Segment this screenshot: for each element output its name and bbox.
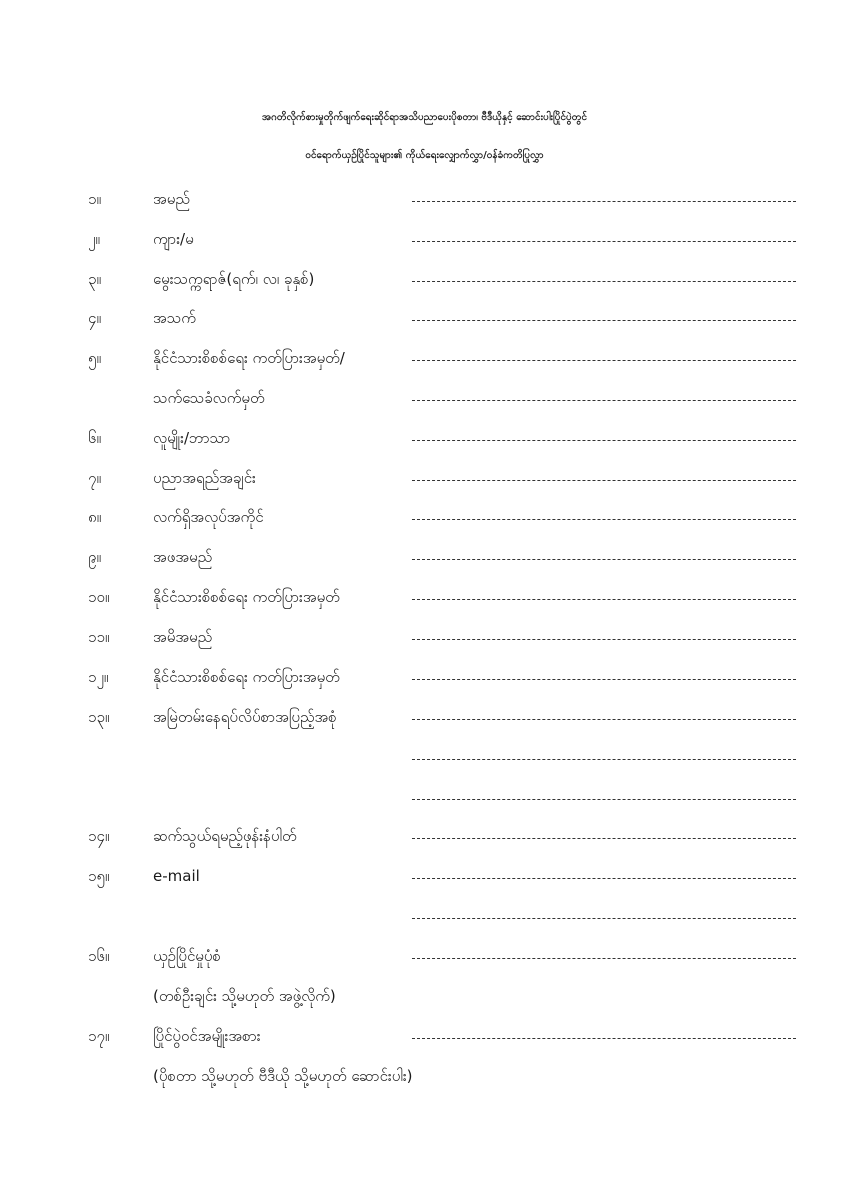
fill-in-line[interactable] bbox=[412, 241, 796, 242]
field-row-gender bbox=[0, 227, 849, 253]
field-note: (ပိုစတာ သို့မဟုတ် ဗီဒီယို သို့မဟုတ် ဆောင်းပါး) bbox=[153, 1067, 413, 1085]
fill-in-line[interactable] bbox=[412, 799, 796, 800]
fill-in-line[interactable] bbox=[412, 480, 796, 481]
fill-in-line[interactable] bbox=[412, 440, 796, 441]
field-row-father-name bbox=[0, 545, 849, 571]
field-number: ၁၂။ bbox=[88, 668, 109, 686]
fill-in-line[interactable] bbox=[412, 400, 796, 401]
field-number: ၁။ bbox=[88, 190, 101, 208]
field-label: ပြိုင်ပွဲဝင်အမျိုးအစား bbox=[153, 1027, 261, 1045]
field-row-nrc-continued bbox=[0, 386, 849, 412]
field-row-occupation bbox=[0, 505, 849, 531]
fill-in-line[interactable] bbox=[412, 878, 796, 879]
field-row-address-line-3 bbox=[0, 785, 849, 811]
field-row-email-line-2 bbox=[0, 904, 849, 930]
field-row-name bbox=[0, 187, 849, 213]
fill-in-line[interactable] bbox=[412, 559, 796, 560]
field-label: အမြဲတမ်းနေရပ်လိပ်စာအပြည့်အစုံ bbox=[153, 708, 337, 726]
field-number: ၁၃။ bbox=[88, 708, 110, 726]
fill-in-line[interactable] bbox=[412, 838, 796, 839]
field-label: ပညာအရည်အချင်း bbox=[153, 469, 256, 487]
field-row-age bbox=[0, 306, 849, 332]
field-number: ၄။ bbox=[88, 309, 101, 327]
fill-in-line[interactable] bbox=[412, 679, 796, 680]
field-label: နိုင်ငံသားစိစစ်ရေး ကတ်ပြားအမှတ် bbox=[153, 588, 340, 606]
field-row-mother-nrc bbox=[0, 665, 849, 691]
field-number: ၁၀။ bbox=[88, 588, 110, 606]
field-number: ၅။ bbox=[88, 349, 101, 367]
field-label: လက်ရှိအလုပ်အကိုင် bbox=[153, 508, 264, 526]
form-title-line-1: အဂတိလိုက်စားမှုတိုက်ဖျက်ရေးဆိုင်ရာအသိပညာပေးပိုစတာ၊ ဗီဒီယိုနှင့် ဆောင်းပါးပြိုင်ပွဲတွင် bbox=[261, 112, 588, 123]
field-number: ၆။ bbox=[88, 429, 101, 447]
fill-in-line[interactable] bbox=[412, 918, 796, 919]
fill-in-line[interactable] bbox=[412, 201, 796, 202]
field-number: ၁၁။ bbox=[88, 628, 110, 646]
field-label: ယှဉ်ပြိုင်မှုပုံစံ bbox=[153, 947, 221, 965]
field-number: ၁၄။ bbox=[88, 827, 110, 845]
fill-in-line[interactable] bbox=[412, 320, 796, 321]
field-row-address-line-2 bbox=[0, 745, 849, 771]
fill-in-line[interactable] bbox=[412, 639, 796, 640]
fill-in-line[interactable] bbox=[412, 759, 796, 760]
field-number: ၇။ bbox=[88, 469, 101, 487]
field-row-entry-category bbox=[0, 1024, 849, 1050]
field-label: နိုင်ငံသားစိစစ်ရေး ကတ်ပြားအမှတ်/ bbox=[153, 349, 345, 367]
field-row-nrc bbox=[0, 346, 849, 372]
fill-in-line[interactable] bbox=[412, 1038, 796, 1039]
field-label: e-mail bbox=[153, 867, 200, 885]
fill-in-line[interactable] bbox=[412, 281, 796, 282]
field-label: အမိအမည် bbox=[153, 628, 213, 646]
field-label: အသက် bbox=[153, 309, 196, 327]
fill-in-line[interactable] bbox=[412, 360, 796, 361]
field-label: ကျား/မ bbox=[153, 230, 194, 248]
field-row-competition-mode bbox=[0, 944, 849, 970]
field-row-birthdate bbox=[0, 267, 849, 293]
fill-in-line[interactable] bbox=[412, 599, 796, 600]
field-number: ၉။ bbox=[88, 548, 101, 566]
field-row-mother-name bbox=[0, 625, 849, 651]
field-row-address bbox=[0, 705, 849, 731]
fill-in-line[interactable] bbox=[412, 958, 796, 959]
field-number: ၁၇။ bbox=[88, 1027, 110, 1045]
field-number: ၁၆။ bbox=[88, 947, 110, 965]
field-row-email bbox=[0, 864, 849, 890]
field-number: ၃။ bbox=[88, 270, 101, 288]
fill-in-line[interactable] bbox=[412, 719, 796, 720]
field-number: ၂။ bbox=[88, 230, 100, 248]
field-label: အမည် bbox=[153, 190, 190, 208]
field-label: ဆက်သွယ်ရမည့်ဖုန်းနံပါတ် bbox=[153, 827, 297, 845]
field-row-competition-mode-note bbox=[0, 984, 849, 1010]
field-row-entry-category-note bbox=[0, 1064, 849, 1090]
fill-in-line[interactable] bbox=[412, 519, 796, 520]
field-label: နိုင်ငံသားစိစစ်ရေး ကတ်ပြားအမှတ် bbox=[153, 668, 340, 686]
field-row-father-nrc bbox=[0, 585, 849, 611]
field-label: လူမျိုး/ဘာသာ bbox=[153, 429, 231, 447]
field-label: မွေးသက္ကရာဇ်(ရက်၊ လ၊ ခုနှစ်) bbox=[153, 270, 315, 288]
form-title-line-2: ဝင်ရောက်ယှဉ်ပြိုင်သူများ၏ ကိုယ်ရေးလျှောက်လွှာ/ဝန်ခံကတိပြုလွှာ bbox=[305, 150, 544, 161]
field-number: ၁၅။ bbox=[88, 867, 110, 885]
field-number: ၈။ bbox=[88, 508, 102, 526]
field-row-phone bbox=[0, 824, 849, 850]
field-label: သက်သေခံလက်မှတ် bbox=[153, 389, 265, 407]
field-row-education bbox=[0, 466, 849, 492]
field-label: အဖအမည် bbox=[153, 548, 213, 566]
field-row-race-religion bbox=[0, 426, 849, 452]
field-note: (တစ်ဦးချင်း သို့မဟုတ် အဖွဲ့လိုက်) bbox=[153, 987, 336, 1005]
